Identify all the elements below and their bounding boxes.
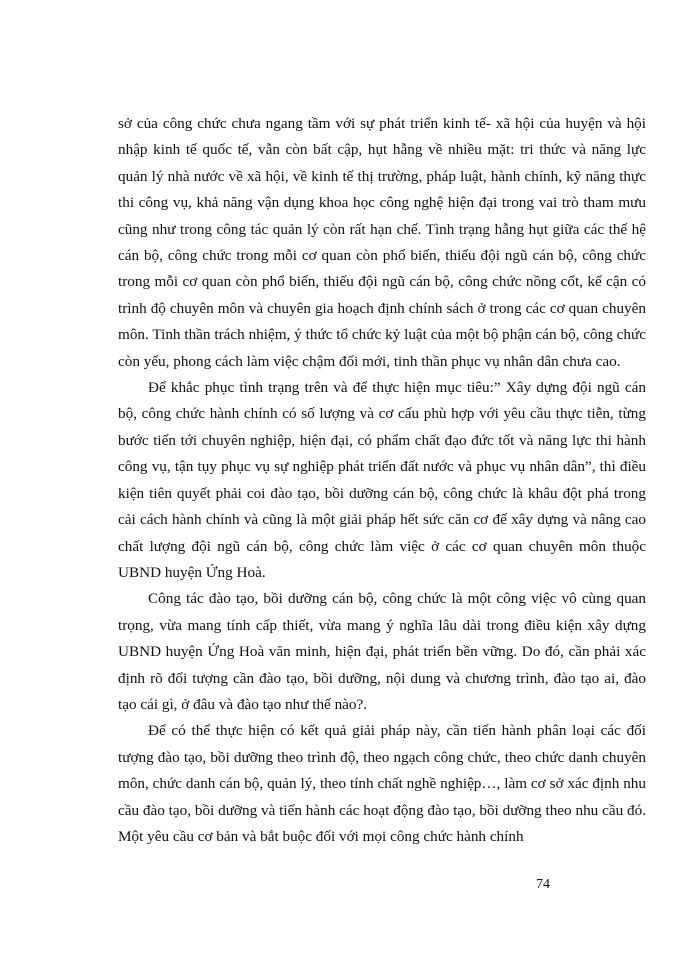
paragraph: Để khắc phục tình trạng trên và để thực hiện mục tiêu:” Xây dựng đội ngũ cán bộ, công chức hành chính có số lượng và cơ cấu phù hợp với yêu cầu thực tiễn, từng bước tiến tới chuyên nghiệp, hiện đại, có phẩm chất đạo đức tốt và năng lực thi hành công vụ, tận tụy phục vụ sự nghiệp phát triển đất nước và phục vụ nhân dân”, thì điều kiện tiên quyết phải coi đào tạo, bồi dưỡng cán bộ, công chức là khâu đột phá trong cải cách hành chính và cũng là một giải pháp hết sức căn cơ để xây dựng và nâng cao chất lượng đội ngũ cán bộ, công chức làm việc ở các cơ quan chuyên môn thuộc UBND huyện Ứng Hoà. xyxy=(118,379,646,581)
paragraph: Công tác đào tạo, bồi dưỡng cán bộ, công chức là một công việc vô cùng quan trọng, vừa mang tính cấp thiết, vừa mang ý nghĩa lâu dài trong điều kiện xây dựng UBND huyện Ứng Hoà văn minh, hiện đại, phát triển bền vững. Do đó, cần phải xác định rõ đối tượng cần đào tạo, bồi dưỡng, nội dung và chương trình, đào tạo ai, đào tạo cái gì, ở đâu và đào tạo như thế nào?. xyxy=(118,590,646,713)
body-text xyxy=(118,111,646,850)
page-number: 74 xyxy=(536,877,550,892)
paragraph-continuation: sở của công chức chưa ngang tầm với sự phát triển kinh tế- xã hội của huyện và hội nhập kinh tế quốc tế, vẫn còn bất cập, hụt hẫng về nhiều mặt: tri thức và năng lực quản lý nhà nước về xã hội, về kinh tế thị trường, pháp luật, hành chính, kỹ năng thực thi công vụ, khả năng vận dụng khoa học công nghệ hiện đại trong vai trò tham mưu cũng như trong công tác quản lý còn rất hạn chế. Tình trạng hẫng hụt giữa các thế hệ cán bộ, công chức trong mỗi cơ quan còn phổ biến, thiếu đội ngũ cán bộ, công chức trong mỗi cơ quan còn phổ biến, thiếu đội ngũ cán bộ, công chức nồng cốt, kế cận có trình độ chuyên môn và chuyên gia hoạch định chính sách ở trong các cơ quan chuyên môn. Tinh thần trách nhiệm, ý thức tổ chức kỷ luật của một bộ phận cán bộ, công chức còn yếu, phong cách làm việc chậm đổi mới, tinh thần phục vụ nhân dân chưa cao. xyxy=(118,115,646,370)
paragraph: Để có thể thực hiện có kết quả giải pháp này, cần tiến hành phân loại các đối tượng đào tạo, bồi dưỡng theo trình độ, theo ngạch công chức, theo chức danh chuyên môn, chức danh cán bộ, quản lý, theo tính chất nghề nghiệp…, làm cơ sở xác định nhu cầu đào tạo, bồi dưỡng và tiến hành các hoạt động đào tạo, bồi dưỡng theo nhu cầu đó. Một yêu cầu cơ bản và bắt buộc đối với mọi công chức hành chính xyxy=(118,722,646,845)
